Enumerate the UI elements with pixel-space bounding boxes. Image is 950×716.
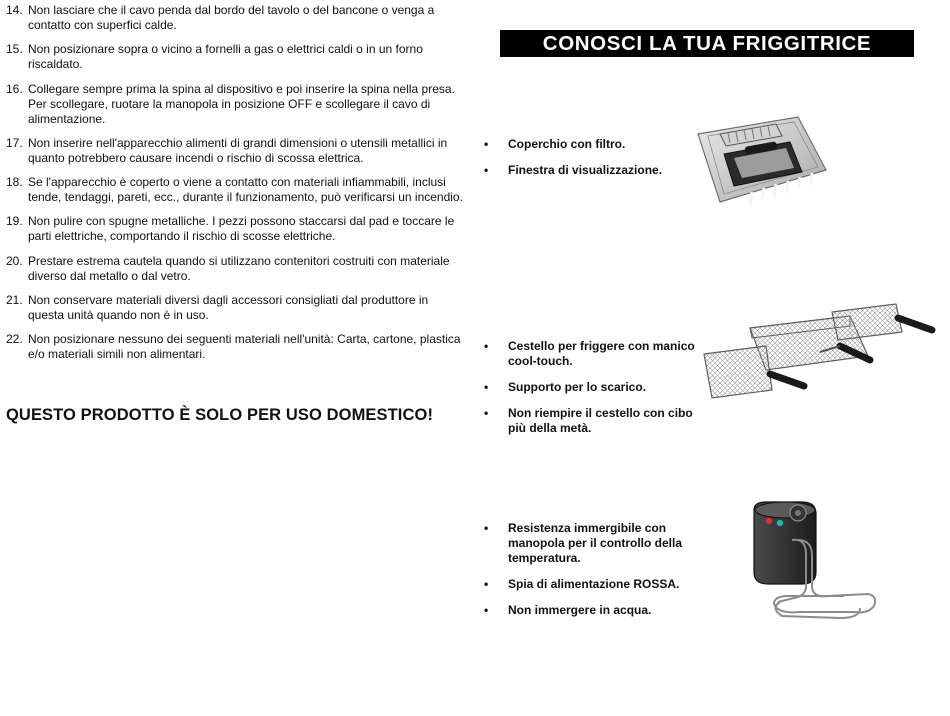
- section-title: CONOSCI LA TUA FRIGGITRICE: [500, 30, 914, 57]
- rule-text: Non posizionare nessuno dei seguenti materiali nell'unità: Carta, cartone, plastica e/o materiali simili non alimentari.: [28, 332, 461, 362]
- heater-features-list: [484, 521, 704, 629]
- bullet: •: [484, 577, 489, 591]
- safety-rule: [6, 3, 464, 33]
- list-item: [484, 163, 704, 178]
- safety-rule: [6, 254, 464, 284]
- fryer-basket-illustration: [700, 298, 940, 408]
- safety-rule: [6, 82, 464, 127]
- feature-text: Finestra di visualizzazione.: [508, 163, 663, 177]
- bullet: •: [484, 380, 489, 394]
- rule-text: Non inserire nell'apparecchio alimenti di grandi dimensioni o utensili metallici in quanto potrebbero causare incendi o rischio di scossa elettrica.: [28, 135, 448, 165]
- rule-text: Non lasciare che il cavo penda dal bordo del tavolo o del bancone o venga a contatto con superfici calde.: [28, 3, 435, 32]
- rule-text: Se l'apparecchio è coperto o viene a contatto con materiali infiammabili, inclusi tende, tendaggi, pareti, ecc., durante il funzionamento, può verificarsi un incendio.: [28, 175, 463, 205]
- rule-number: 22.: [6, 332, 23, 347]
- rule-number: 17.: [6, 135, 23, 150]
- rule-number: 20.: [6, 253, 23, 268]
- list-item: [484, 521, 704, 566]
- safety-rule: [6, 293, 464, 323]
- safety-rules-list: [6, 3, 464, 372]
- lid-features-list: [484, 137, 704, 189]
- rule-number: 15.: [6, 42, 23, 57]
- rule-text: Non pulire con spugne metalliche. I pezzi possono staccarsi dal pad e toccare le parti elettriche, comportando il rischio di scosse elettriche.: [28, 214, 455, 244]
- list-item: [484, 380, 704, 395]
- rule-number: 16.: [6, 81, 23, 96]
- safety-rule: [6, 42, 464, 72]
- immersion-heater-illustration: [740, 500, 890, 625]
- list-item: [484, 406, 704, 436]
- basket-features-list: [484, 339, 704, 447]
- feature-text: Spia di alimentazione ROSSA.: [508, 577, 680, 591]
- feature-text: Resistenza immergibile con manopola per il controllo della temperatura.: [508, 521, 683, 565]
- rule-text: Non conservare materiali diversi dagli accessori consigliati dal produttore in questa unità quando non è in uso.: [28, 293, 429, 323]
- rule-text: Prestare estrema cautela quando si utilizzano contenitori costruiti con materiale diverso dal metallo o dal vetro.: [28, 253, 450, 283]
- rule-number: 18.: [6, 175, 23, 190]
- list-item: [484, 137, 704, 152]
- bullet: •: [484, 521, 489, 535]
- rule-number: 14.: [6, 3, 23, 17]
- bullet: •: [484, 339, 489, 353]
- feature-text: Coperchio con filtro.: [508, 137, 626, 151]
- safety-rule: [6, 214, 464, 244]
- bullet: •: [484, 163, 489, 177]
- rule-text: Non posizionare sopra o vicino a fornelli a gas o elettrici caldi o in un forno riscaldato.: [28, 42, 423, 72]
- list-item: [484, 339, 704, 369]
- safety-rule: [6, 175, 464, 205]
- feature-text: Non riempire il cestello con cibo più della metà.: [508, 406, 693, 435]
- list-item: [484, 577, 704, 592]
- feature-text: Non immergere in acqua.: [508, 603, 652, 617]
- rule-number: 19.: [6, 214, 23, 229]
- bullet: •: [484, 406, 489, 420]
- fryer-lid-illustration: [690, 112, 830, 207]
- feature-text: Supporto per lo scarico.: [508, 380, 647, 394]
- list-item: [484, 603, 704, 618]
- domestic-use-notice: QUESTO PRODOTTO È SOLO PER USO DOMESTICO!: [6, 406, 434, 424]
- safety-rule: [6, 136, 464, 166]
- rule-number: 21.: [6, 293, 23, 308]
- rule-text: Collegare sempre prima la spina al dispositivo e poi inserire la spina nella presa. Per scollegare, ruotare la manopola in posizione OFF e scollegare il cavo di alimentazione.: [28, 81, 455, 126]
- feature-text: Cestello per friggere con manico cool-touch.: [508, 339, 695, 368]
- safety-rule: [6, 332, 464, 362]
- bullet: •: [484, 137, 489, 151]
- bullet: •: [484, 603, 489, 617]
